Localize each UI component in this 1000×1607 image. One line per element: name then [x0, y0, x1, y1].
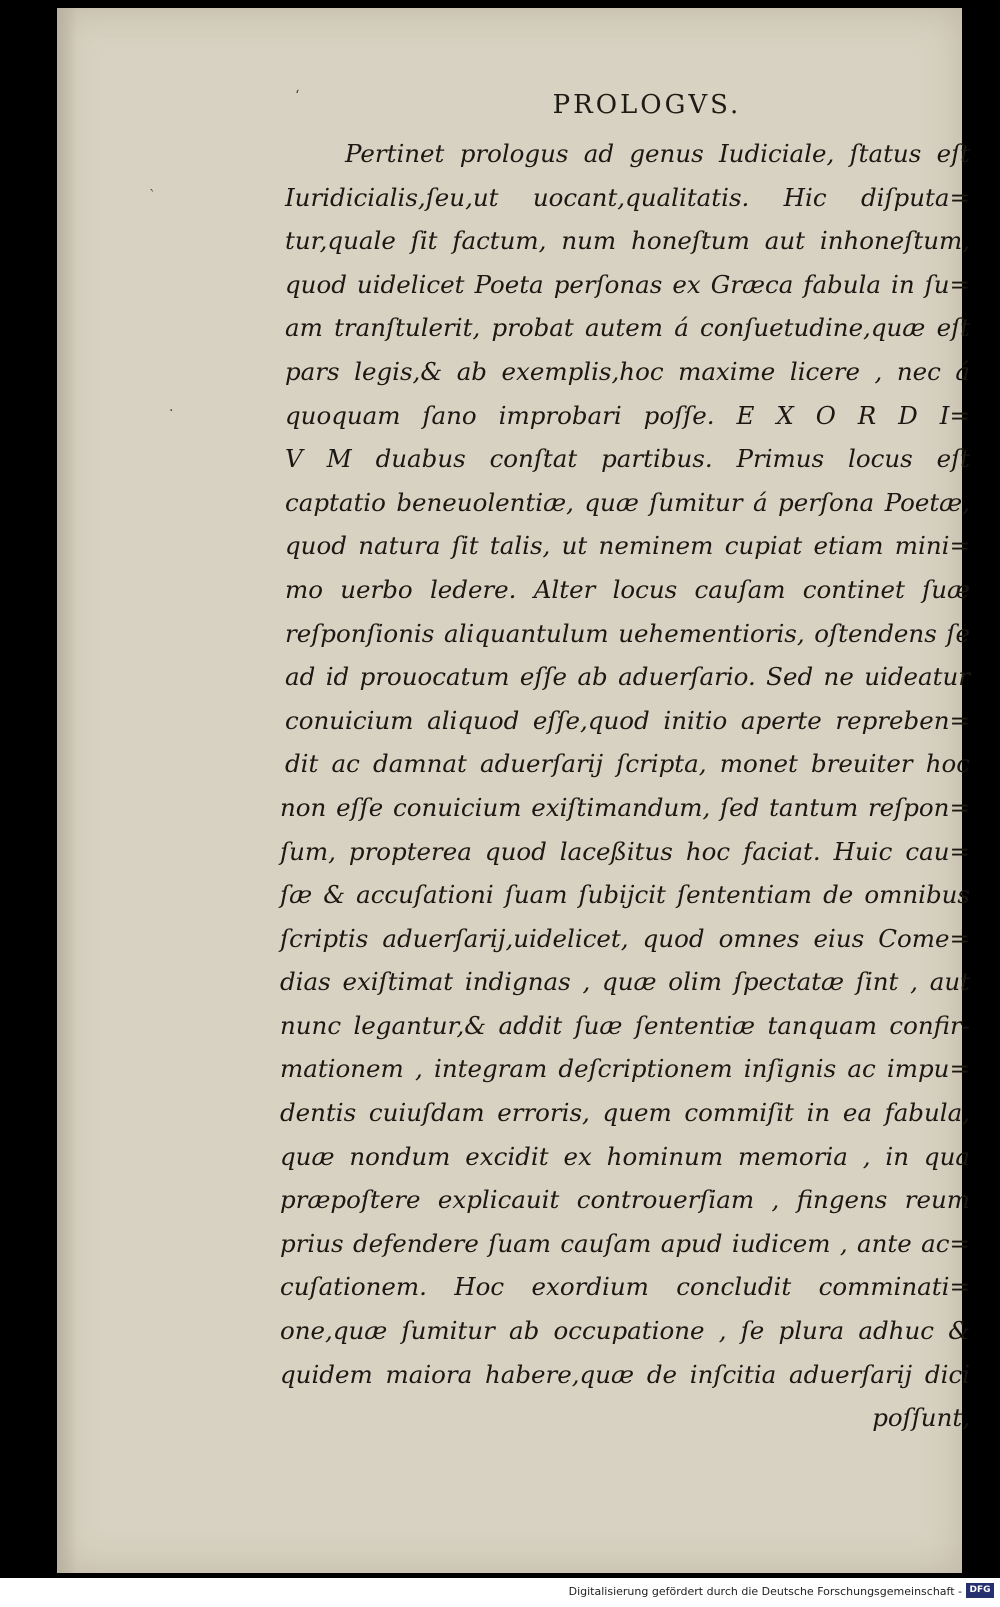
text-line: ad id prouocatum eſſe ab aduerſario. Sed ne uideatur	[285, 662, 970, 692]
text-line: nunc legantur,& addit ſuæ ſententiæ tanquam confir-	[280, 1010, 970, 1040]
text-line: conuicium aliquod eſſe,quod initio aperte repreben=	[285, 705, 970, 735]
text-line: reſponſionis aliquantulum uehementioris, oſtendens ſe	[285, 618, 970, 648]
text-line: one,quæ ſumitur ab occupatione , ſe plura adhuc &	[280, 1316, 970, 1346]
page-gutter-shadow	[57, 8, 77, 1573]
text-line: mationem , integram deſcriptionem inſignis ac impu=	[280, 1054, 970, 1084]
digitization-footer	[0, 1578, 1000, 1607]
text-line: dit ac damnat aduerſarij ſcripta, monet breuiter hoc	[285, 749, 970, 779]
dfg-logo-icon: DFG	[966, 1583, 994, 1598]
text-line: prius defendere ſuam cauſam apud iudicem , ante ac=	[280, 1228, 970, 1258]
text-line: dentis cuiuſdam erroris, quem commiſit in ea fabula,	[280, 1098, 970, 1128]
funding-credit: Digitalisierung gefördert durch die Deutsche Forschungsgemeinschaft -	[568, 1585, 962, 1598]
text-line: captatio beneuolentiæ, quæ ſumitur á perſona Poetæ,	[285, 487, 970, 517]
text-line: V M duabus conſtat partibus. Primus locus eſt	[285, 444, 970, 474]
text-line: mo uerbo ledere. Alter locus cauſam continet ſuæ	[285, 574, 970, 604]
text-line: ſum, propterea quod laceßitus hoc faciat. Huic cau=	[280, 836, 970, 866]
text-line: quæ nondum excidit ex hominum memoria , in qua	[280, 1141, 970, 1171]
ink-mark: ‘	[295, 88, 300, 104]
text-line: quod natura ſit talis, ut neminem cupiat etiam mini=	[285, 531, 970, 561]
text-line: dias exiſtimat indignas , quæ olim ſpectatæ ſint , aut	[280, 967, 970, 997]
text-line: quidem maiora habere,quæ de inſcitia aduerſarij dici	[280, 1359, 970, 1389]
text-line: tur,quale ſit factum, num honeſtum aut inhoneſtum,	[285, 226, 970, 256]
body-text	[225, 132, 970, 1440]
ink-mark: `	[149, 188, 156, 204]
text-line: non eſſe conuicium exiſtimandum, ſed tantum reſpon=	[280, 792, 970, 822]
text-line: quoquam ſano improbari poſſe. E X O R D I=	[285, 400, 970, 430]
text-line: am tranſtulerit, probat autem á conſuetudine,quæ eſt	[285, 313, 970, 343]
text-line: ſcriptis aduerſarij,uidelicet, quod omnes eius Come=	[280, 923, 970, 953]
ink-mark: ·	[169, 403, 174, 419]
text-line: Iuridicialis,ſeu,ut uocant,qualitatis. Hic diſputa=	[285, 182, 970, 212]
text-line: ſæ & accuſationi ſuam ſubijcit ſententiam de omnibus	[280, 880, 970, 910]
text-line: quod uidelicet Poeta perſonas ex Græca fabula in ſu=	[285, 269, 970, 299]
text-line: præpoſtere explicauit controuerſiam , fingens reum	[280, 1185, 970, 1215]
catchword: poſſunt,	[872, 1403, 970, 1433]
text-line: cuſationem. Hoc exordium concludit comminati=	[280, 1272, 970, 1302]
running-header: PROLOGVS.	[552, 90, 742, 120]
text-line: pars legis,& ab exemplis,hoc maxime licere , nec á	[285, 356, 970, 386]
text-line: Pertinet prologus ad genus Iudiciale, ſtatus eſt	[345, 139, 970, 168]
